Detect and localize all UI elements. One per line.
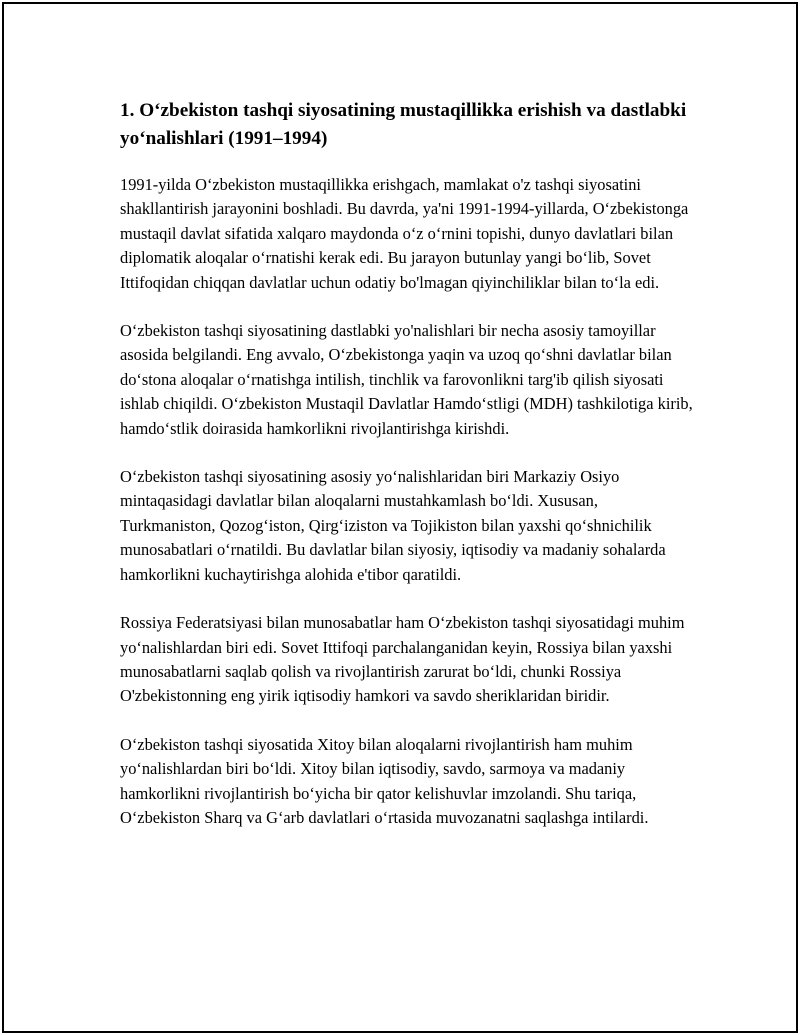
paragraph-2: O‘zbekiston tashqi siyosatining dastlabki yo'nalishlari bir necha asosiy tamoyillar asosida belgilandi. Eng avvalo, O‘zbekistonga yaqin va uzoq qo‘shni davlatlar bilan do‘stona aloqalar o‘rnatishga intilish, tinchlik va farovonlikni targ'ib qilish siyosati ishlab chiqildi. O‘zbekiston Mustaqil Davlatlar Hamdo‘stligi (MDH) tashkilotiga kirib, hamdo‘stlik doirasida hamkorlikni rivojlantirishga kirishdi. [120,321,693,438]
section-heading: 1. O‘zbekiston tashqi siyosatining mustaqillikka erishish va dastlabki yo‘nalishlari (1991–1994) [120,100,687,149]
page-frame [2,2,798,1033]
paragraph-1: 1991-yilda O‘zbekiston mustaqillikka erishgach, mamlakat o'z tashqi siyosatini shakllantirish jarayonini boshladi. Bu davrda, ya'ni 1991-1994-yillarda, O‘zbekistonga mustaqil davlat sifatida xalqaro maydonda o‘z o‘rnini topishi, dunyo davlatlari bilan diplomatik aloqalar o‘rnatishi kerak edi. Bu jarayon butunlay yangi bo‘lib, Sovet Ittifoqidan chiqqan davlatlar uchun odatiy bo'lmagan qiyinchiliklar bilan to‘la edi. [120,175,689,292]
paragraph-5: O‘zbekiston tashqi siyosatida Xitoy bilan aloqalarni rivojlantirish ham muhim yo‘nalishlardan biri bo‘ldi. Xitoy bilan iqtisodiy, savdo, sarmoya va madaniy hamkorlikni rivojlantirish bo‘yicha bir qator kelishuvlar imzolandi. Shu tariqa, O‘zbekiston Sharq va G‘arb davlatlari o‘rtasida muvozanatni saqlashga intilardi. [120,734,649,827]
paragraph-3: O‘zbekiston tashqi siyosatining asosiy yo‘nalishlaridan biri Markaziy Osiyo mintaqasidagi davlatlar bilan aloqalarni mustahkamlash bo‘ldi. Xususan, Turkmaniston, Qozog‘iston, Qirg‘iziston va Tojikiston bilan yaxshi qo‘shnichilik munosabatlari o‘rnatildi. Bu davlatlar bilan siyosiy, iqtisodiy va madaniy sohalarda hamkorlikni kuchaytirishga alohida e'tibor qaratildi. [120,467,666,584]
paragraph-4: Rossiya Federatsiyasi bilan munosabatlar ham O‘zbekiston tashqi siyosatidagi muhim yo‘nalishlardan biri edi. Sovet Ittifoqi parchalanganidan keyin, Rossiya bilan yaxshi munosabatlarni saqlab qolish va rivojlantirish zarurat bo‘ldi, chunki Rossiya O'zbekistonning eng yirik iqtisodiy hamkori va savdo sheriklaridan biridir. [120,613,685,706]
document-body [120,97,694,854]
